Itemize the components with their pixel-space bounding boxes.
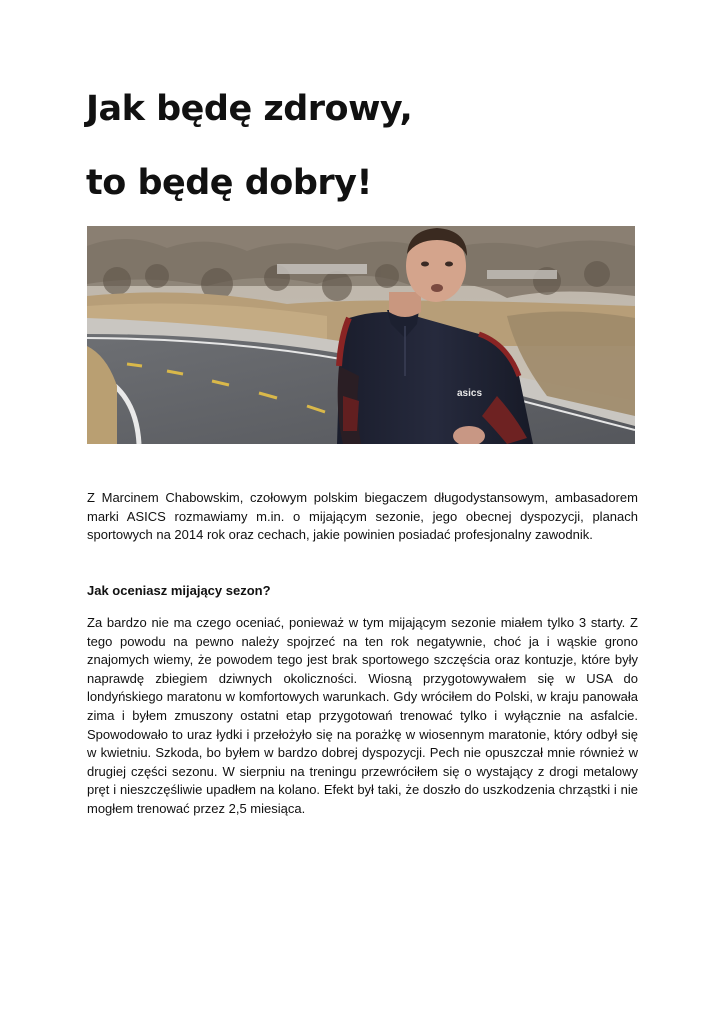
runner-photo-illustration [87, 226, 635, 444]
runner-photo [87, 226, 635, 444]
title-line-2: to będę dobry! [86, 163, 372, 203]
article-intro [87, 489, 638, 545]
asics-logo: asics [457, 388, 483, 399]
article-title [86, 89, 646, 203]
interview-question: Jak oceniasz mijający sezon? [87, 583, 271, 598]
title-line-1: Jak będę zdrowy, [86, 89, 413, 129]
answer-paragraph: Za bardzo nie ma czego oceniać, ponieważ w tym mijającym sezonie miałem tylko 3 starty. Z tego powodu na pewno należy spojrzeć na ten rok negatywnie, choć ja i wąskie grono znajomych wiemy, że powodem tego jest brak sportowego szczęścia oraz kontuzje, które były naprawdę zbiegiem dziwnych okoliczności. Wiosną przygotowywałem się w USA do londyńskiego maratonu w komfortowych warunkach. Gdy wróciłem do Polski, w kraju panowała zima i byłem zmuszony ostatni etap przygotowań trenować tylko i wyłącznie na asfalcie. Spowodowało to uraz łydki i przełożyło się na porażkę w wiosennym maratonie, który odbył się w kwietniu. Szkoda, bo byłem w bardzo dobrej dyspozycji. Pech nie opuszczał mnie również w drugiej części sezonu. W sierpniu na treningu przewróciłem się o wystający z drogi metalowy pręt i nieszczęśliwie upadłem na kolano. Efekt był taki, że doszło do uszkodzenia chrząstki i nie mogłem trenować przez 2,5 miesiąca. [87, 615, 638, 816]
interview-answer [87, 614, 638, 819]
intro-paragraph: Z Marcinem Chabowskim, czołowym polskim biegaczem długodystansowym, ambasadorem marki ASICS rozmawiamy m.in. o mijającym sezonie, jego obecnej dyspozycji, planach sportowych na 2014 rok oraz cechach, jakie powinien posiadać profesjonalny zawodnik. [87, 490, 638, 543]
